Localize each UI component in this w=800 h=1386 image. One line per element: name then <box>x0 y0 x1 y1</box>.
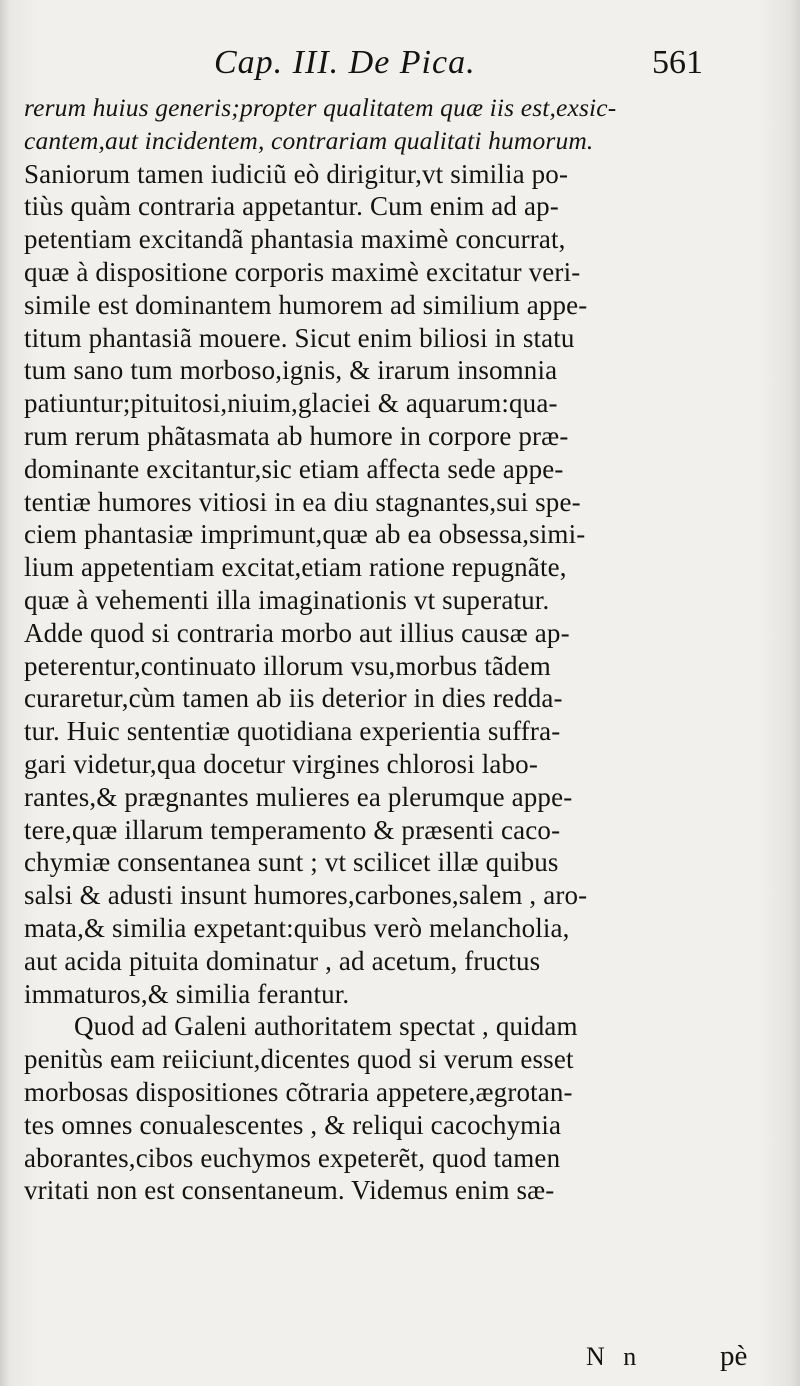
text-line: salsi & adusti insunt humores,carbones,salem , aro- <box>24 880 588 911</box>
text-line: ciem phantasiæ imprimunt,quæ ab ea obsessa,simi- <box>24 519 586 550</box>
signature-mark: N n <box>586 1342 643 1371</box>
text-line: aborantes,cibos euchymos expeterẽt, quod tamen <box>24 1142 561 1173</box>
text-line: chymiæ consentanea sunt ; vt scilicet illæ quibus <box>24 847 559 878</box>
catchword: pè <box>720 1340 748 1372</box>
text-line: rerum huius generis;propter qualitatem quæ iis est,exsic- <box>24 93 617 122</box>
text-line: peterentur,continuato illorum vsu,morbus tãdem <box>24 650 551 681</box>
text-line: aut acida pituita dominatur , ad acetum, fructus <box>24 945 541 976</box>
text-line: quæ à dispositione corporis maximè excitatur veri- <box>24 256 581 287</box>
text-line: tur. Huic sententiæ quotidiana experientia suffra- <box>24 716 561 747</box>
text-line: patiuntur;pituitosi,niuim,glaciei & aquarum:qua- <box>24 388 558 419</box>
body-text <box>24 92 764 1207</box>
page-number: 561 <box>652 44 703 81</box>
text-line: tiùs quàm contraria appetantur. Cum enim ad ap- <box>24 191 559 222</box>
text-line: Saniorum tamen iudiciũ eò dirigitur,vt similia po- <box>24 158 569 189</box>
text-line: lium appetentiam excitat,etiam ratione repugnãte, <box>24 552 567 583</box>
text-line: gari videtur,qua docetur virgines chlorosi labo- <box>24 748 538 779</box>
text-line: quæ à vehementi illa imaginationis vt superatur. <box>24 584 550 615</box>
text-line: tentiæ humores vitiosi in ea diu stagnantes,sui spe- <box>24 486 581 517</box>
page-header <box>0 44 800 94</box>
text-line: titum phantasiã mouere. Sicut enim biliosi in statu <box>24 322 575 353</box>
text-line: tere,quæ illarum temperamento & præsenti caco- <box>24 814 561 845</box>
text-line: vritati non est consentaneum. Videmus enim sæ- <box>24 1175 555 1206</box>
text-line: mata,& similia expetant:quibus verò melancholia, <box>24 912 570 943</box>
text-line: rantes,& prægnantes mulieres ea plerumque appe- <box>24 781 573 812</box>
text-line: Adde quod si contraria morbo aut illius causæ ap- <box>24 617 570 648</box>
text-line: rum rerum phãtasmata ab humore in corpore præ- <box>24 420 569 451</box>
text-line: tes omnes conualescentes , & reliqui cacochymia <box>24 1109 562 1140</box>
text-line: immaturos,& similia ferantur. <box>24 978 350 1009</box>
text-line: petentiam excitandã phantasia maximè concurrat, <box>24 224 566 255</box>
text-line: curaretur,cùm tamen ab iis deterior in dies redda- <box>24 683 563 714</box>
text-line: penitùs eam reiiciunt,dicentes quod si verum esset <box>24 1044 574 1075</box>
text-line: Quod ad Galeni authoritatem spectat , quidam <box>74 1011 578 1042</box>
text-line: morbosas dispositiones cõtraria appetere,ægrotan- <box>24 1076 573 1107</box>
text-line: dominante excitantur,sic etiam affecta sede appe- <box>24 453 564 484</box>
text-line: tum sano tum morboso,ignis, & irarum insomnia <box>24 355 558 386</box>
text-line: cantem,aut incidentem, contrariam qualitati humorum. <box>24 125 594 155</box>
running-head: Cap. III. De Pica. <box>214 44 476 81</box>
text-line: simile est dominantem humorem ad similium appe- <box>24 289 588 320</box>
